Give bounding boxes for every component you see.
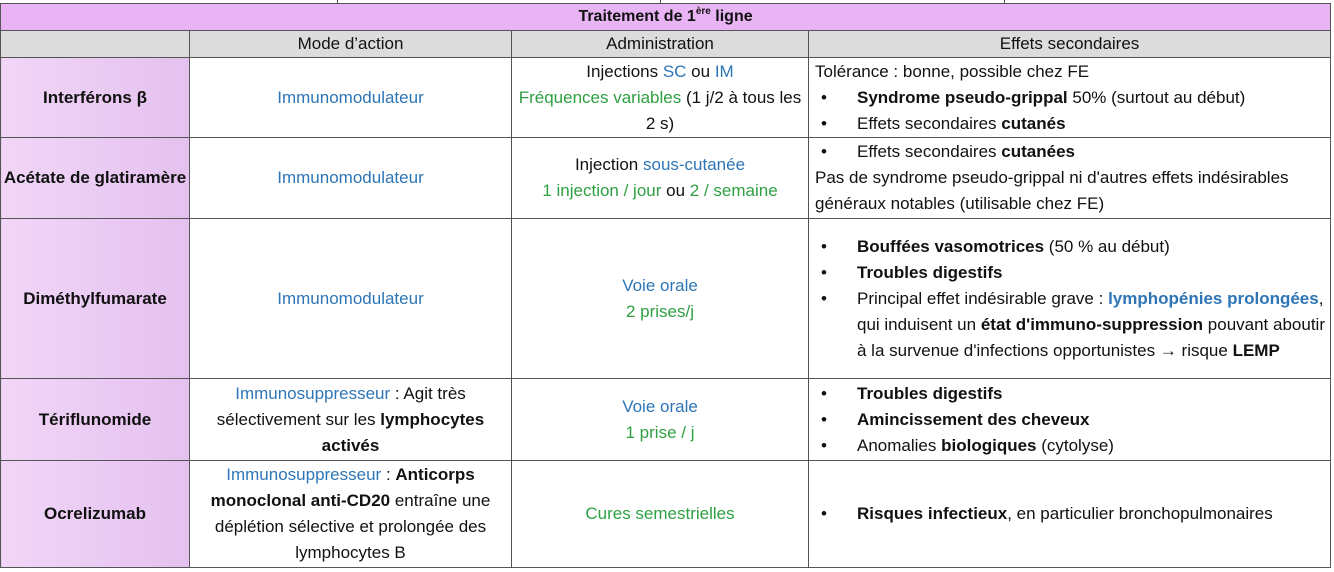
table-header-row bbox=[1, 31, 1331, 58]
text-run: Effets secondaires bbox=[857, 142, 1002, 161]
effects-cell bbox=[809, 379, 1331, 461]
list-item bbox=[815, 381, 1326, 407]
effects-note bbox=[815, 165, 1326, 217]
text-run: Amincissement des cheveux bbox=[857, 409, 1090, 429]
list-item bbox=[815, 260, 1326, 286]
header-effets-secondaires: Effets secondaires bbox=[809, 31, 1331, 58]
text-run: Effets secondaires bbox=[857, 113, 1002, 133]
text-run: Pas de syndrome pseudo-grippal ni d'autres effets indésirables généraux notables (utilisable chez FE) bbox=[815, 168, 1289, 213]
text-run: (cytolyse) bbox=[1036, 435, 1114, 455]
administration-cell bbox=[512, 379, 809, 461]
text-run: pouvant aboutir à la survenue d'infections opportunistes → risque bbox=[857, 314, 1325, 360]
text-run: état d'immuno-suppression bbox=[980, 314, 1204, 334]
text-run: 2 prises/j bbox=[625, 301, 695, 321]
mode-action-cell bbox=[190, 379, 512, 461]
drug-name: Acétate de glatiramère bbox=[1, 138, 190, 219]
text-run: Immunosuppresseur bbox=[235, 383, 391, 403]
text-run: Voie orale bbox=[622, 275, 698, 295]
text-run: (1 j/2 à tous les 2 s) bbox=[645, 87, 802, 133]
drug-name: Interférons β bbox=[1, 58, 190, 138]
text-run: 1 injection / jour bbox=[542, 181, 662, 200]
table-row bbox=[1, 461, 1331, 568]
text-run: , en particulier bronchopulmonaires bbox=[1007, 504, 1273, 523]
drug-name: Diméthylfumarate bbox=[1, 219, 190, 379]
text-run: Syndrome pseudo-grippal bbox=[857, 87, 1068, 107]
table-title: Traitement de 1ère ligne bbox=[1, 4, 1331, 31]
effects-intro bbox=[815, 59, 1326, 85]
text-run: Immunomodulateur bbox=[277, 288, 424, 308]
effects-list bbox=[815, 381, 1326, 459]
list-item bbox=[815, 234, 1326, 260]
text-run: Bouffées vasomotrices bbox=[857, 236, 1045, 256]
drug-name: Ocrelizumab bbox=[1, 461, 190, 568]
text-run: lymphocytes activés bbox=[321, 409, 485, 455]
list-item bbox=[815, 286, 1326, 364]
text-run: Immunomodulateur bbox=[277, 168, 424, 187]
text-run: Anomalies bbox=[857, 435, 942, 455]
text-run: Injection bbox=[574, 155, 643, 174]
text-run: Cures semestrielles bbox=[585, 504, 735, 523]
header-mode-action: Mode d’action bbox=[190, 31, 512, 58]
text-run: biologiques bbox=[941, 435, 1037, 455]
table-row bbox=[1, 138, 1331, 219]
text-run: ou bbox=[686, 61, 715, 81]
text-run: IM bbox=[714, 61, 734, 81]
text-run: cutanés bbox=[1001, 113, 1066, 133]
text-run: sous-cutanée bbox=[642, 155, 746, 174]
header-administration: Administration bbox=[512, 31, 809, 58]
effects-cell bbox=[809, 138, 1331, 219]
list-item bbox=[815, 501, 1326, 527]
header-drug bbox=[1, 31, 190, 58]
text-run: entraîne une déplétion sélective et prolongée des lymphocytes B bbox=[214, 491, 491, 562]
text-run: SC bbox=[662, 61, 687, 81]
text-run: LEMP bbox=[1232, 340, 1280, 360]
text-run: : bbox=[381, 465, 396, 484]
text-run: Anticorps monoclonal anti-CD20 bbox=[210, 465, 475, 510]
text-run: Immunomodulateur bbox=[277, 87, 424, 107]
list-item bbox=[815, 407, 1326, 433]
treatment-table bbox=[0, 3, 1331, 568]
effects-list bbox=[815, 501, 1326, 527]
text-run: Risques infectieux bbox=[857, 504, 1008, 523]
list-item bbox=[815, 111, 1326, 137]
list-item bbox=[815, 85, 1326, 111]
drug-name: Tériflunomide bbox=[1, 379, 190, 461]
mode-action-cell bbox=[190, 219, 512, 379]
text-run: Immunosuppresseur bbox=[226, 465, 382, 484]
effects-list bbox=[815, 139, 1326, 165]
text-run: 1 prise / j bbox=[625, 422, 695, 442]
text-run: Principal effet indésirable grave : bbox=[857, 288, 1109, 308]
table-row bbox=[1, 58, 1331, 138]
effects-cell bbox=[809, 461, 1331, 568]
list-item bbox=[815, 139, 1326, 165]
list-item bbox=[815, 433, 1326, 459]
administration-cell bbox=[512, 58, 809, 138]
text-run: lymphopénies prolongées bbox=[1108, 288, 1319, 308]
text-run: : Agit très sélectivement sur les bbox=[216, 383, 466, 429]
effects-list bbox=[815, 234, 1326, 364]
text-run: Fréquences variables bbox=[518, 87, 682, 107]
text-run: 2 / semaine bbox=[689, 181, 778, 200]
mode-action-cell bbox=[190, 58, 512, 138]
table-row bbox=[1, 379, 1331, 461]
text-run: 50% (surtout au début) bbox=[1067, 87, 1246, 107]
text-run: Troubles digestifs bbox=[857, 383, 1003, 403]
administration-cell bbox=[512, 461, 809, 568]
administration-cell bbox=[512, 219, 809, 379]
text-run: Injections bbox=[586, 61, 663, 81]
effects-list bbox=[815, 85, 1326, 137]
table-row bbox=[1, 219, 1331, 379]
effects-cell bbox=[809, 219, 1331, 379]
text-run: Troubles digestifs bbox=[857, 262, 1003, 282]
text-run: , qui induisent un bbox=[857, 288, 1324, 334]
effects-cell bbox=[809, 58, 1331, 138]
table-title-row bbox=[1, 4, 1331, 31]
text-run: ou bbox=[661, 181, 690, 200]
mode-action-cell bbox=[190, 138, 512, 219]
text-run: Voie orale bbox=[622, 396, 698, 416]
administration-cell bbox=[512, 138, 809, 219]
text-run: cutanées bbox=[1001, 142, 1075, 161]
text-run: (50 % au début) bbox=[1044, 236, 1170, 256]
mode-action-cell bbox=[190, 461, 512, 568]
text-run: Tolérance : bonne, possible chez FE bbox=[815, 61, 1090, 81]
